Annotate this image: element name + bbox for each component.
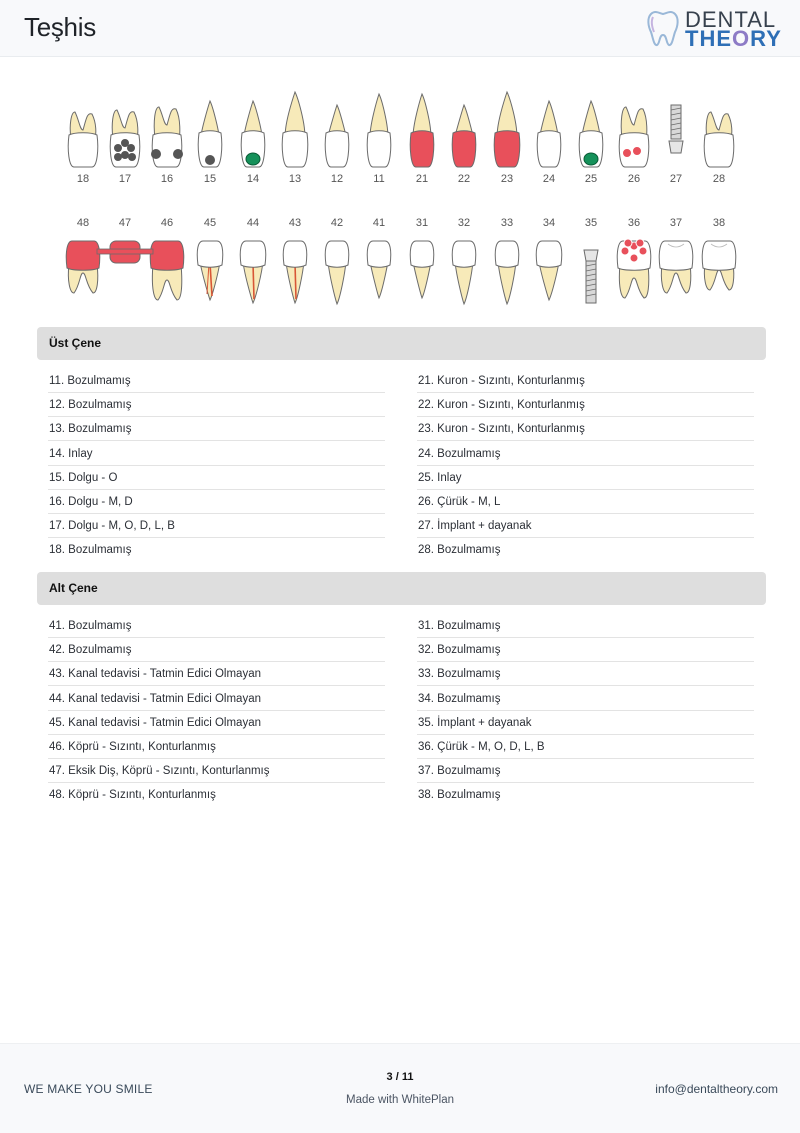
tooth-number: 44 — [246, 217, 260, 229]
tooth-42 — [325, 241, 349, 304]
tooth-33 — [495, 241, 519, 304]
tooth-number: 36 — [627, 217, 641, 229]
tooth-23 — [494, 92, 520, 167]
list-item: 24. Bozulmamış — [417, 442, 754, 466]
list-item: 44. Kanal tedavisi - Tatmin Edici Olmayan — [48, 687, 385, 711]
footer-email: info@dentaltheory.com — [655, 1082, 778, 1096]
tooth-number: 34 — [542, 217, 556, 229]
tooth-number: 11 — [373, 173, 385, 185]
tooth-number: 22 — [457, 173, 471, 185]
list-item: 37. Bozulmamış — [417, 759, 754, 783]
tooth-number: 25 — [584, 173, 598, 185]
tooth-number: 16 — [160, 173, 174, 185]
tooth-number: 28 — [712, 173, 726, 185]
tooth-number: 35 — [584, 217, 598, 229]
list-item: 41. Bozulmamış — [48, 614, 385, 638]
tooth-27 — [669, 105, 683, 153]
dental-chart — [0, 85, 800, 315]
list-item: 11. Bozulmamış — [48, 369, 385, 393]
list-item: 14. Inlay — [48, 442, 385, 466]
list-item: 34. Bozulmamış — [417, 687, 754, 711]
footer-slogan: WE MAKE YOU SMILE — [24, 1082, 153, 1096]
tooth-number: 15 — [203, 173, 217, 185]
tooth-number: 33 — [500, 217, 514, 229]
bridge-connector — [97, 249, 153, 254]
logo-text-theory-a: THE — [685, 26, 732, 51]
list-item: 32. Bozulmamış — [417, 638, 754, 662]
tooth-15 — [198, 101, 222, 167]
tooth-44 — [240, 241, 266, 303]
logo-text-theory-c: RY — [750, 26, 782, 51]
tooth-37 — [659, 241, 693, 293]
page-title: Teşhis — [24, 12, 96, 42]
list-item: 38. Bozulmamış — [418, 789, 501, 802]
tooth-36 — [617, 239, 651, 298]
list-item: 28. Bozulmamış — [418, 544, 501, 557]
list-item: 27. İmplant + dayanak — [417, 514, 754, 538]
tooth-16 — [151, 107, 183, 167]
tooth-17 — [110, 110, 140, 167]
tooth-number: 38 — [712, 217, 726, 229]
list-item: 45. Kanal tedavisi - Tatmin Edici Olmayan — [48, 711, 385, 735]
tooth-12 — [325, 105, 349, 167]
tooth-41 — [367, 241, 391, 298]
upper-jaw-title: Üst Çene — [49, 336, 102, 350]
tooth-number: 27 — [669, 173, 683, 185]
dental-chart-drawing — [0, 85, 800, 315]
tooth-number: 37 — [669, 217, 683, 229]
tooth-43 — [283, 241, 307, 303]
tooth-28 — [704, 112, 734, 167]
list-item: 48. Köprü - Sızıntı, Konturlanmış — [49, 789, 216, 802]
list-item: 21. Kuron - Sızıntı, Konturlanmış — [417, 369, 754, 393]
tooth-number: 24 — [542, 173, 556, 185]
tooth-45 — [197, 241, 223, 300]
lower-jaw-header — [37, 572, 766, 605]
tooth-number: 47 — [118, 217, 132, 229]
list-item: 12. Bozulmamış — [48, 393, 385, 417]
list-item: 22. Kuron - Sızıntı, Konturlanmış — [417, 393, 754, 417]
tooth-logo-icon — [645, 8, 681, 48]
list-item: 23. Kuron - Sızıntı, Konturlanmış — [417, 417, 754, 441]
tooth-number: 48 — [76, 217, 90, 229]
tooth-number: 46 — [160, 217, 174, 229]
list-item: 31. Bozulmamış — [417, 614, 754, 638]
tooth-22 — [452, 105, 476, 167]
tooth-number: 42 — [330, 217, 344, 229]
tooth-35 — [584, 250, 598, 303]
tooth-number: 31 — [415, 217, 429, 229]
list-item: 15. Dolgu - O — [48, 466, 385, 490]
tooth-number: 26 — [627, 173, 641, 185]
list-item: 33. Bozulmamış — [417, 662, 754, 686]
list-item: 16. Dolgu - M, D — [48, 490, 385, 514]
list-item: 25. Inlay — [417, 466, 754, 490]
list-item: 36. Çürük - M, O, D, L, B — [417, 735, 754, 759]
page-footer — [0, 1043, 800, 1133]
tooth-number: 23 — [500, 173, 514, 185]
tooth-26 — [619, 107, 649, 167]
tooth-number: 45 — [203, 217, 217, 229]
tooth-46 — [150, 241, 184, 300]
tooth-number: 18 — [76, 173, 90, 185]
tooth-25 — [579, 101, 603, 167]
tooth-14 — [241, 101, 265, 167]
logo-text-theory-b: O — [732, 26, 751, 51]
tooth-13 — [282, 92, 308, 167]
tooth-number: 41 — [372, 217, 386, 229]
list-item: 35. İmplant + dayanak — [417, 711, 754, 735]
tooth-24 — [537, 101, 561, 167]
upper-jaw-header — [37, 327, 766, 360]
made-with: Made with WhitePlan — [345, 1094, 455, 1106]
page-header — [0, 0, 800, 57]
dental-theory-logo — [645, 6, 785, 50]
tooth-number: 17 — [118, 173, 132, 185]
tooth-number: 32 — [457, 217, 471, 229]
list-item: 43. Kanal tedavisi - Tatmin Edici Olmayan — [48, 662, 385, 686]
lower-jaw-title: Alt Çene — [49, 581, 98, 595]
tooth-number: 14 — [246, 173, 260, 185]
logo-text-dental: DENTAL — [685, 7, 777, 32]
page-number: 3 / 11 — [386, 1071, 414, 1083]
logo-text-theory — [685, 26, 782, 52]
list-item: 17. Dolgu - M, O, D, L, B — [48, 514, 385, 538]
tooth-number: 12 — [330, 173, 344, 185]
tooth-number: 43 — [288, 217, 302, 229]
list-item: 46. Köprü - Sızıntı, Konturlanmış — [48, 735, 385, 759]
list-item: 26. Çürük - M, L — [417, 490, 754, 514]
tooth-number: 21 — [415, 173, 429, 185]
tooth-31 — [410, 241, 434, 298]
tooth-34 — [536, 241, 562, 300]
tooth-18 — [68, 112, 98, 167]
list-item: 13. Bozulmamış — [48, 417, 385, 441]
tooth-32 — [452, 241, 476, 304]
list-item: 42. Bozulmamış — [48, 638, 385, 662]
tooth-number: 13 — [288, 173, 302, 185]
tooth-48 — [66, 241, 100, 293]
list-item: 18. Bozulmamış — [49, 544, 132, 557]
tooth-21 — [410, 94, 434, 167]
tooth-11 — [367, 94, 391, 167]
tooth-38 — [702, 241, 736, 290]
list-item: 47. Eksik Diş, Köprü - Sızıntı, Konturlanmış — [48, 759, 385, 783]
